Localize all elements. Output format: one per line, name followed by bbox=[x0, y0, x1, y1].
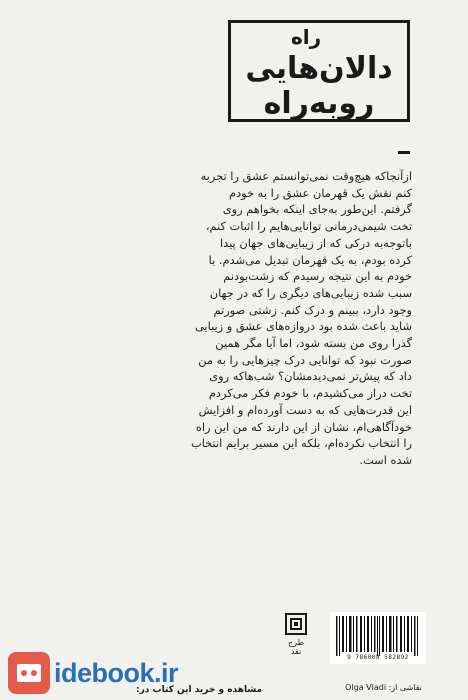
blurb-line: گرفتم. این‌طور به‌جای اینکه بخواهم روی bbox=[222, 202, 412, 217]
publisher-name: طرح نقد bbox=[288, 638, 304, 656]
blurb-line: باتوجه‌به درکی که از زیبایی‌های جهان پیدا bbox=[219, 235, 412, 250]
blurb-line: سبب شده زیبایی‌های دیگری را که در جهان bbox=[209, 285, 412, 300]
blurb-text bbox=[66, 168, 412, 469]
isbn-digits: 9 786008 582892 bbox=[347, 654, 409, 661]
blurb-line: تخت دراز می‌کشیدم، با خودم فکر می‌کردم bbox=[208, 386, 412, 401]
blurb-line: شده است. bbox=[359, 452, 412, 467]
blurb-line: این قدرت‌هایی که به دست آورده‌ام و افزایش bbox=[198, 402, 412, 417]
blurb-line: کرده بودم، به یک قهرمان تبدیل می‌شدم. با bbox=[208, 252, 412, 267]
book-title: دالان‌هایی روبه‌راه bbox=[245, 51, 393, 121]
blurb-line: ازآنجاکه هیچ‌وقت نمی‌توانستم عشق را تجربه bbox=[200, 169, 412, 183]
section-dash bbox=[398, 151, 410, 154]
blurb-line: داد که پیش‌تر نمی‌دیدمشان؟ شب‌هاکه روی bbox=[209, 369, 412, 384]
illustrator-name: Olga Vladi bbox=[345, 683, 387, 692]
blurb-line: خودم به این نتیجه رسیدم که زشت‌بودنم bbox=[223, 269, 412, 284]
blurb-line: صورت نبود که توانایی درک چیزهایی را به من bbox=[198, 352, 412, 367]
idebook-logo-icon bbox=[8, 652, 50, 694]
watermark-site[interactable]: idebook.ir bbox=[54, 658, 179, 688]
title-box bbox=[228, 20, 410, 122]
illustrator-label: نقاشی از: bbox=[388, 683, 422, 692]
blurb-line: تخت شیمی‌درمانی توانایی‌هایم را اثبات کنم، bbox=[205, 219, 412, 234]
barcode-bars bbox=[336, 616, 420, 656]
title-small: راه bbox=[291, 25, 322, 49]
illustrator-credit bbox=[345, 683, 422, 692]
blurb-line: را انتخاب نکرده‌ام، بلکه این مسیر برایم انتخاب bbox=[190, 436, 412, 451]
blurb-line: کنم نقش یک قهرمان عشق را به خودم bbox=[229, 185, 412, 200]
blurb-line: خودآگاهی‌ام، نشان از این دارند که من این راه bbox=[195, 419, 412, 434]
watermark-tagline: مشاهده و خرید این کتاب در: bbox=[136, 685, 263, 695]
blurb-line: شاید باعث شده بود دروازه‌های عشق و زیبایی bbox=[194, 319, 412, 334]
blurb-line: گذرا روی من بسته شود، اما آیا مگر همین bbox=[215, 336, 412, 351]
blurb-line: وجود دارد، ببینم و درک کنم. زشتی صورتم bbox=[213, 302, 412, 317]
